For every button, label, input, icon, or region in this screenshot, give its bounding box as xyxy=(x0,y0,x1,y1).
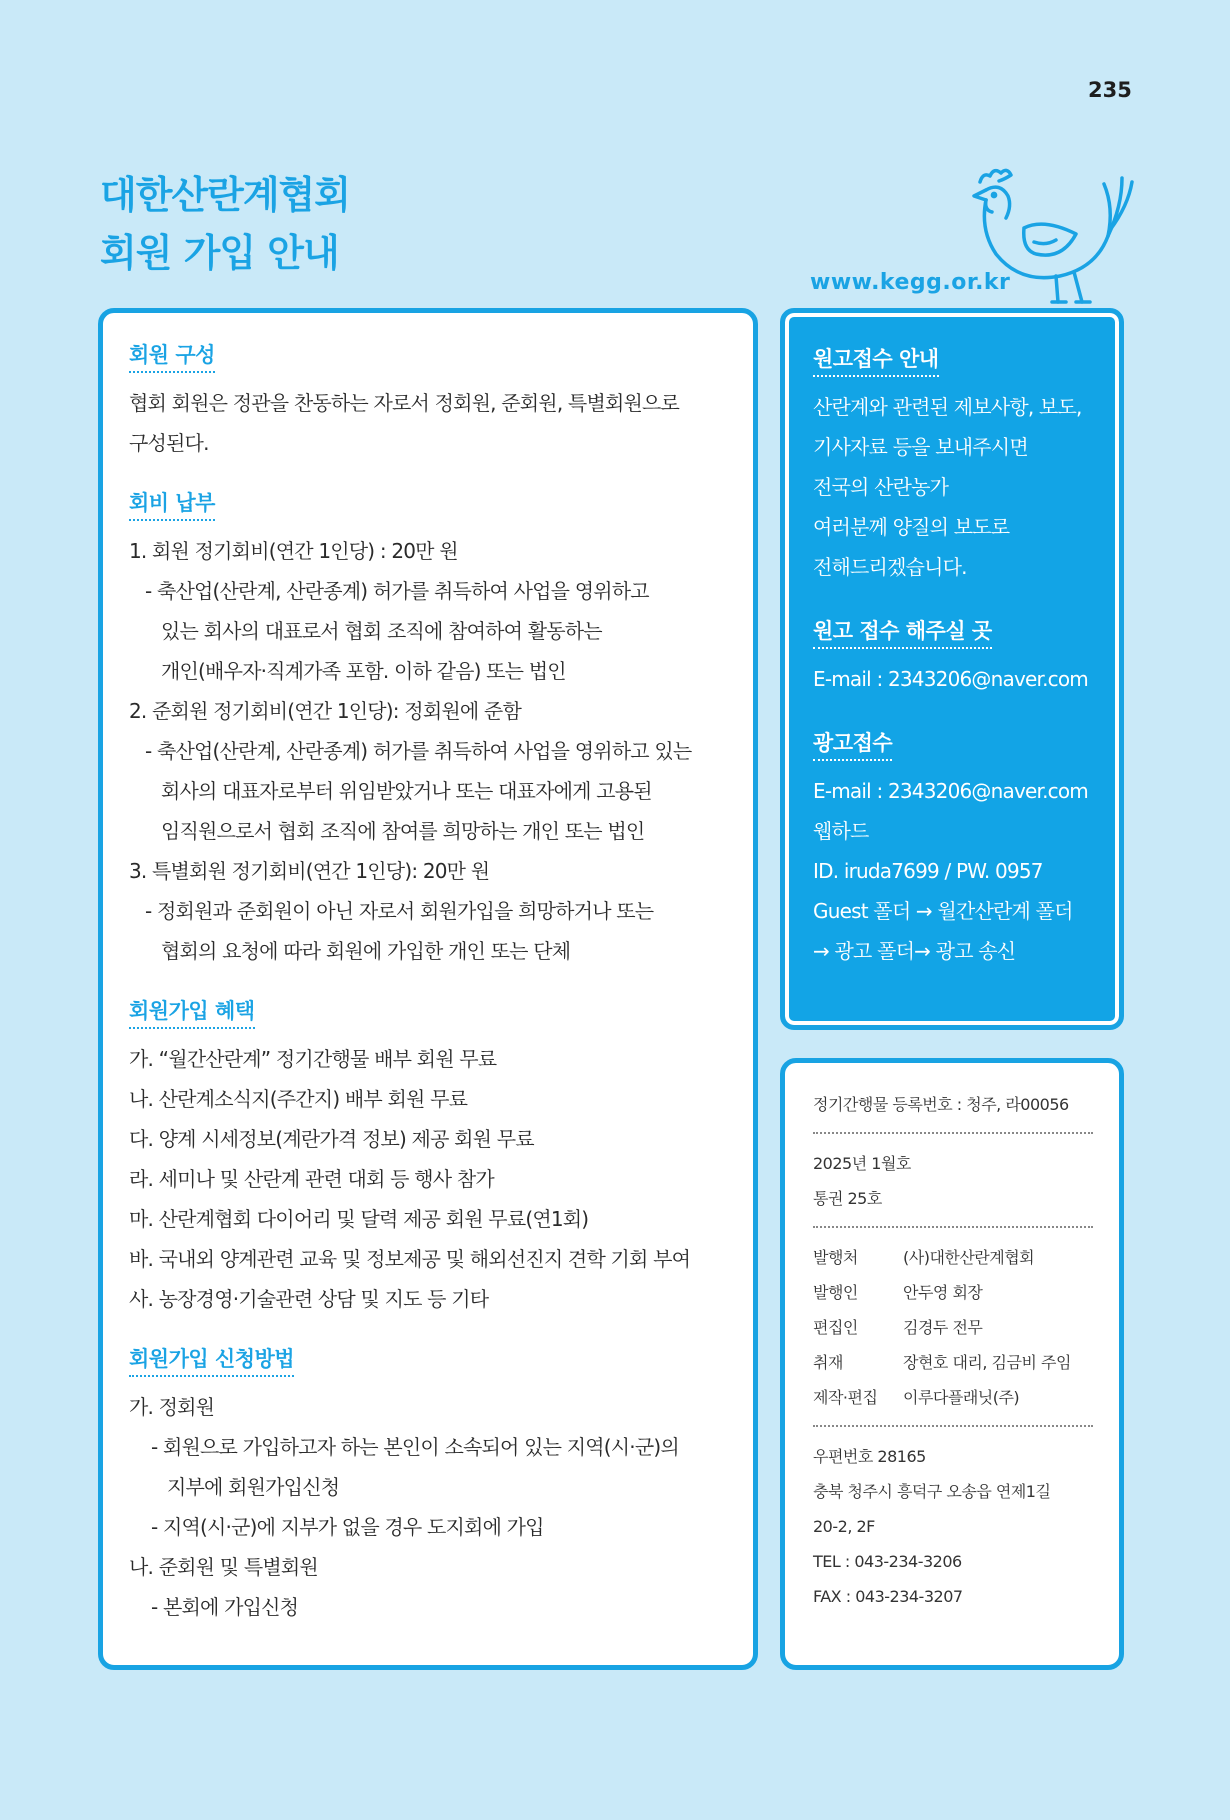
staff-row xyxy=(813,1345,1093,1380)
list-item: 나. 산란계소식지(주간지) 배부 회원 무료 xyxy=(129,1087,468,1111)
issue-date: 2025년 1월호 xyxy=(813,1154,911,1173)
list-item: 라. 세미나 및 산란계 관련 대회 등 행사 참가 xyxy=(129,1167,494,1191)
text-line: Guest 폴더 → 월간산란계 폴더 xyxy=(813,899,1073,923)
list-item: 2. 준회원 정기회비(연간 1인당): 정회원에 준함 xyxy=(129,699,521,723)
submission-info-panel xyxy=(780,308,1124,1030)
list-item: 나. 준회원 및 특별회원 xyxy=(129,1555,318,1579)
title-line-1: 대한산란계협회 xyxy=(100,173,350,217)
section-heading: 광고접수 xyxy=(813,727,892,761)
text-line: ID. iruda7699 / PW. 0957 xyxy=(813,859,1043,883)
section-membership xyxy=(129,339,729,463)
membership-info-panel xyxy=(98,308,758,1670)
list-item: 사. 농장경영·기술관련 상담 및 지도 등 기타 xyxy=(129,1287,489,1311)
staff-row xyxy=(813,1380,1093,1415)
tel-number: TEL : 043-234-3206 xyxy=(813,1552,962,1571)
section-heading: 회원가입 신청방법 xyxy=(129,1343,294,1377)
list-item: 가. 정회원 xyxy=(129,1395,215,1419)
page-number: 235 xyxy=(1088,78,1132,102)
section-apply xyxy=(129,1343,729,1627)
staff-row xyxy=(813,1310,1093,1345)
email-text: E-mail : 2343206@naver.com xyxy=(813,779,1088,803)
list-item: 3. 특별회원 정기회비(연간 1인당): 20만 원 xyxy=(129,859,490,883)
page-title xyxy=(100,166,350,282)
staff-value: (사)대한산란계협회 xyxy=(903,1248,1035,1267)
text-line: 협회 회원은 정관을 찬동하는 자로서 정회원, 준회원, 특별회원으로 xyxy=(129,391,680,415)
section-heading: 회원가입 혜택 xyxy=(129,995,255,1029)
list-item: 1. 회원 정기회비(연간 1인당) : 20만 원 xyxy=(129,539,458,563)
staff-row xyxy=(813,1275,1093,1310)
list-item: 임직원으로서 협회 조직에 참여를 희망하는 개인 또는 법인 xyxy=(161,819,645,843)
publication-info-panel xyxy=(780,1058,1124,1670)
section-submission xyxy=(813,343,1097,587)
section-heading: 원고접수 안내 xyxy=(813,343,939,377)
volume-number: 통권 25호 xyxy=(813,1189,882,1208)
list-item: 협회의 요청에 따라 회원에 가입한 개인 또는 단체 xyxy=(161,939,571,963)
text-line: 기사자료 등을 보내주시면 xyxy=(813,435,1028,459)
staff-role: 발행인 xyxy=(813,1283,858,1302)
fax-number: FAX : 043-234-3207 xyxy=(813,1587,963,1606)
title-line-2: 회원 가입 안내 xyxy=(100,231,339,275)
address-line: 충북 청주시 흥덕구 오송읍 연제1길 xyxy=(813,1482,1051,1501)
staff-role: 발행처 xyxy=(813,1248,858,1267)
divider xyxy=(813,1425,1093,1427)
list-item: 개인(배우자·직계가족 포함. 이하 같음) 또는 법인 xyxy=(161,659,566,683)
section-where xyxy=(813,615,1097,699)
text-line: 전국의 산란농가 xyxy=(813,475,949,499)
registration-number: 정기간행물 등록번호 : 청주, 라00056 xyxy=(813,1095,1069,1114)
staff-value: 이루다플래닛(주) xyxy=(903,1388,1020,1407)
section-benefits xyxy=(129,995,729,1319)
list-item: - 축산업(산란계, 산란종계) 허가를 취득하여 사업을 영위하고 xyxy=(145,579,649,603)
divider xyxy=(813,1132,1093,1134)
text-line: 산란계와 관련된 제보사항, 보도, xyxy=(813,395,1082,419)
section-ads xyxy=(813,727,1097,971)
staff-role: 취재 xyxy=(813,1353,843,1372)
list-item: - 축산업(산란계, 산란종계) 허가를 취득하여 사업을 영위하고 있는 xyxy=(145,739,692,763)
list-item: 다. 양계 시세정보(계란가격 정보) 제공 회원 무료 xyxy=(129,1127,534,1151)
text-line: 구성된다. xyxy=(129,431,209,455)
text-line: → 광고 폴더→ 광고 송신 xyxy=(813,939,1016,963)
list-item: 있는 회사의 대표로서 협회 조직에 참여하여 활동하는 xyxy=(161,619,602,643)
website-url: www.kegg.or.kr xyxy=(810,270,1011,295)
postal-code: 우편번호 28165 xyxy=(813,1447,926,1466)
staff-role: 편집인 xyxy=(813,1318,858,1337)
staff-value: 김경두 전무 xyxy=(903,1318,983,1337)
section-heading: 회원 구성 xyxy=(129,339,215,373)
staff-value: 안두영 회장 xyxy=(903,1283,983,1302)
email-text: E-mail : 2343206@naver.com xyxy=(813,667,1088,691)
staff-value: 장현호 대리, 김금비 주임 xyxy=(903,1353,1071,1372)
text-line: 전해드리겠습니다. xyxy=(813,555,967,579)
text-line: 웹하드 xyxy=(813,819,869,843)
list-item: 마. 산란계협회 다이어리 및 달력 제공 회원 무료(연1회) xyxy=(129,1207,589,1231)
section-dues xyxy=(129,487,729,971)
staff-role: 제작·편집 xyxy=(813,1388,878,1407)
address-line: 20-2, 2F xyxy=(813,1517,875,1536)
list-item: - 회원으로 가입하고자 하는 본인이 소속되어 있는 지역(시·군)의 xyxy=(151,1435,679,1459)
text-line: 여러분께 양질의 보도로 xyxy=(813,515,1010,539)
list-item: 회사의 대표자로부터 위임받았거나 또는 대표자에게 고용된 xyxy=(161,779,652,803)
list-item: - 정회원과 준회원이 아닌 자로서 회원가입을 희망하거나 또는 xyxy=(145,899,654,923)
staff-row xyxy=(813,1240,1093,1275)
list-item: - 본회에 가입신청 xyxy=(151,1595,299,1619)
section-heading: 원고 접수 해주실 곳 xyxy=(813,615,992,649)
divider xyxy=(813,1226,1093,1228)
list-item: - 지역(시·군)에 지부가 없을 경우 도지회에 가입 xyxy=(151,1515,544,1539)
list-item: 바. 국내외 양계관련 교육 및 정보제공 및 해외선진지 견학 기회 부여 xyxy=(129,1247,691,1271)
list-item: 지부에 회원가입신청 xyxy=(167,1475,340,1499)
list-item: 가. “월간산란계” 정기간행물 배부 회원 무료 xyxy=(129,1047,497,1071)
section-heading: 회비 납부 xyxy=(129,487,215,521)
